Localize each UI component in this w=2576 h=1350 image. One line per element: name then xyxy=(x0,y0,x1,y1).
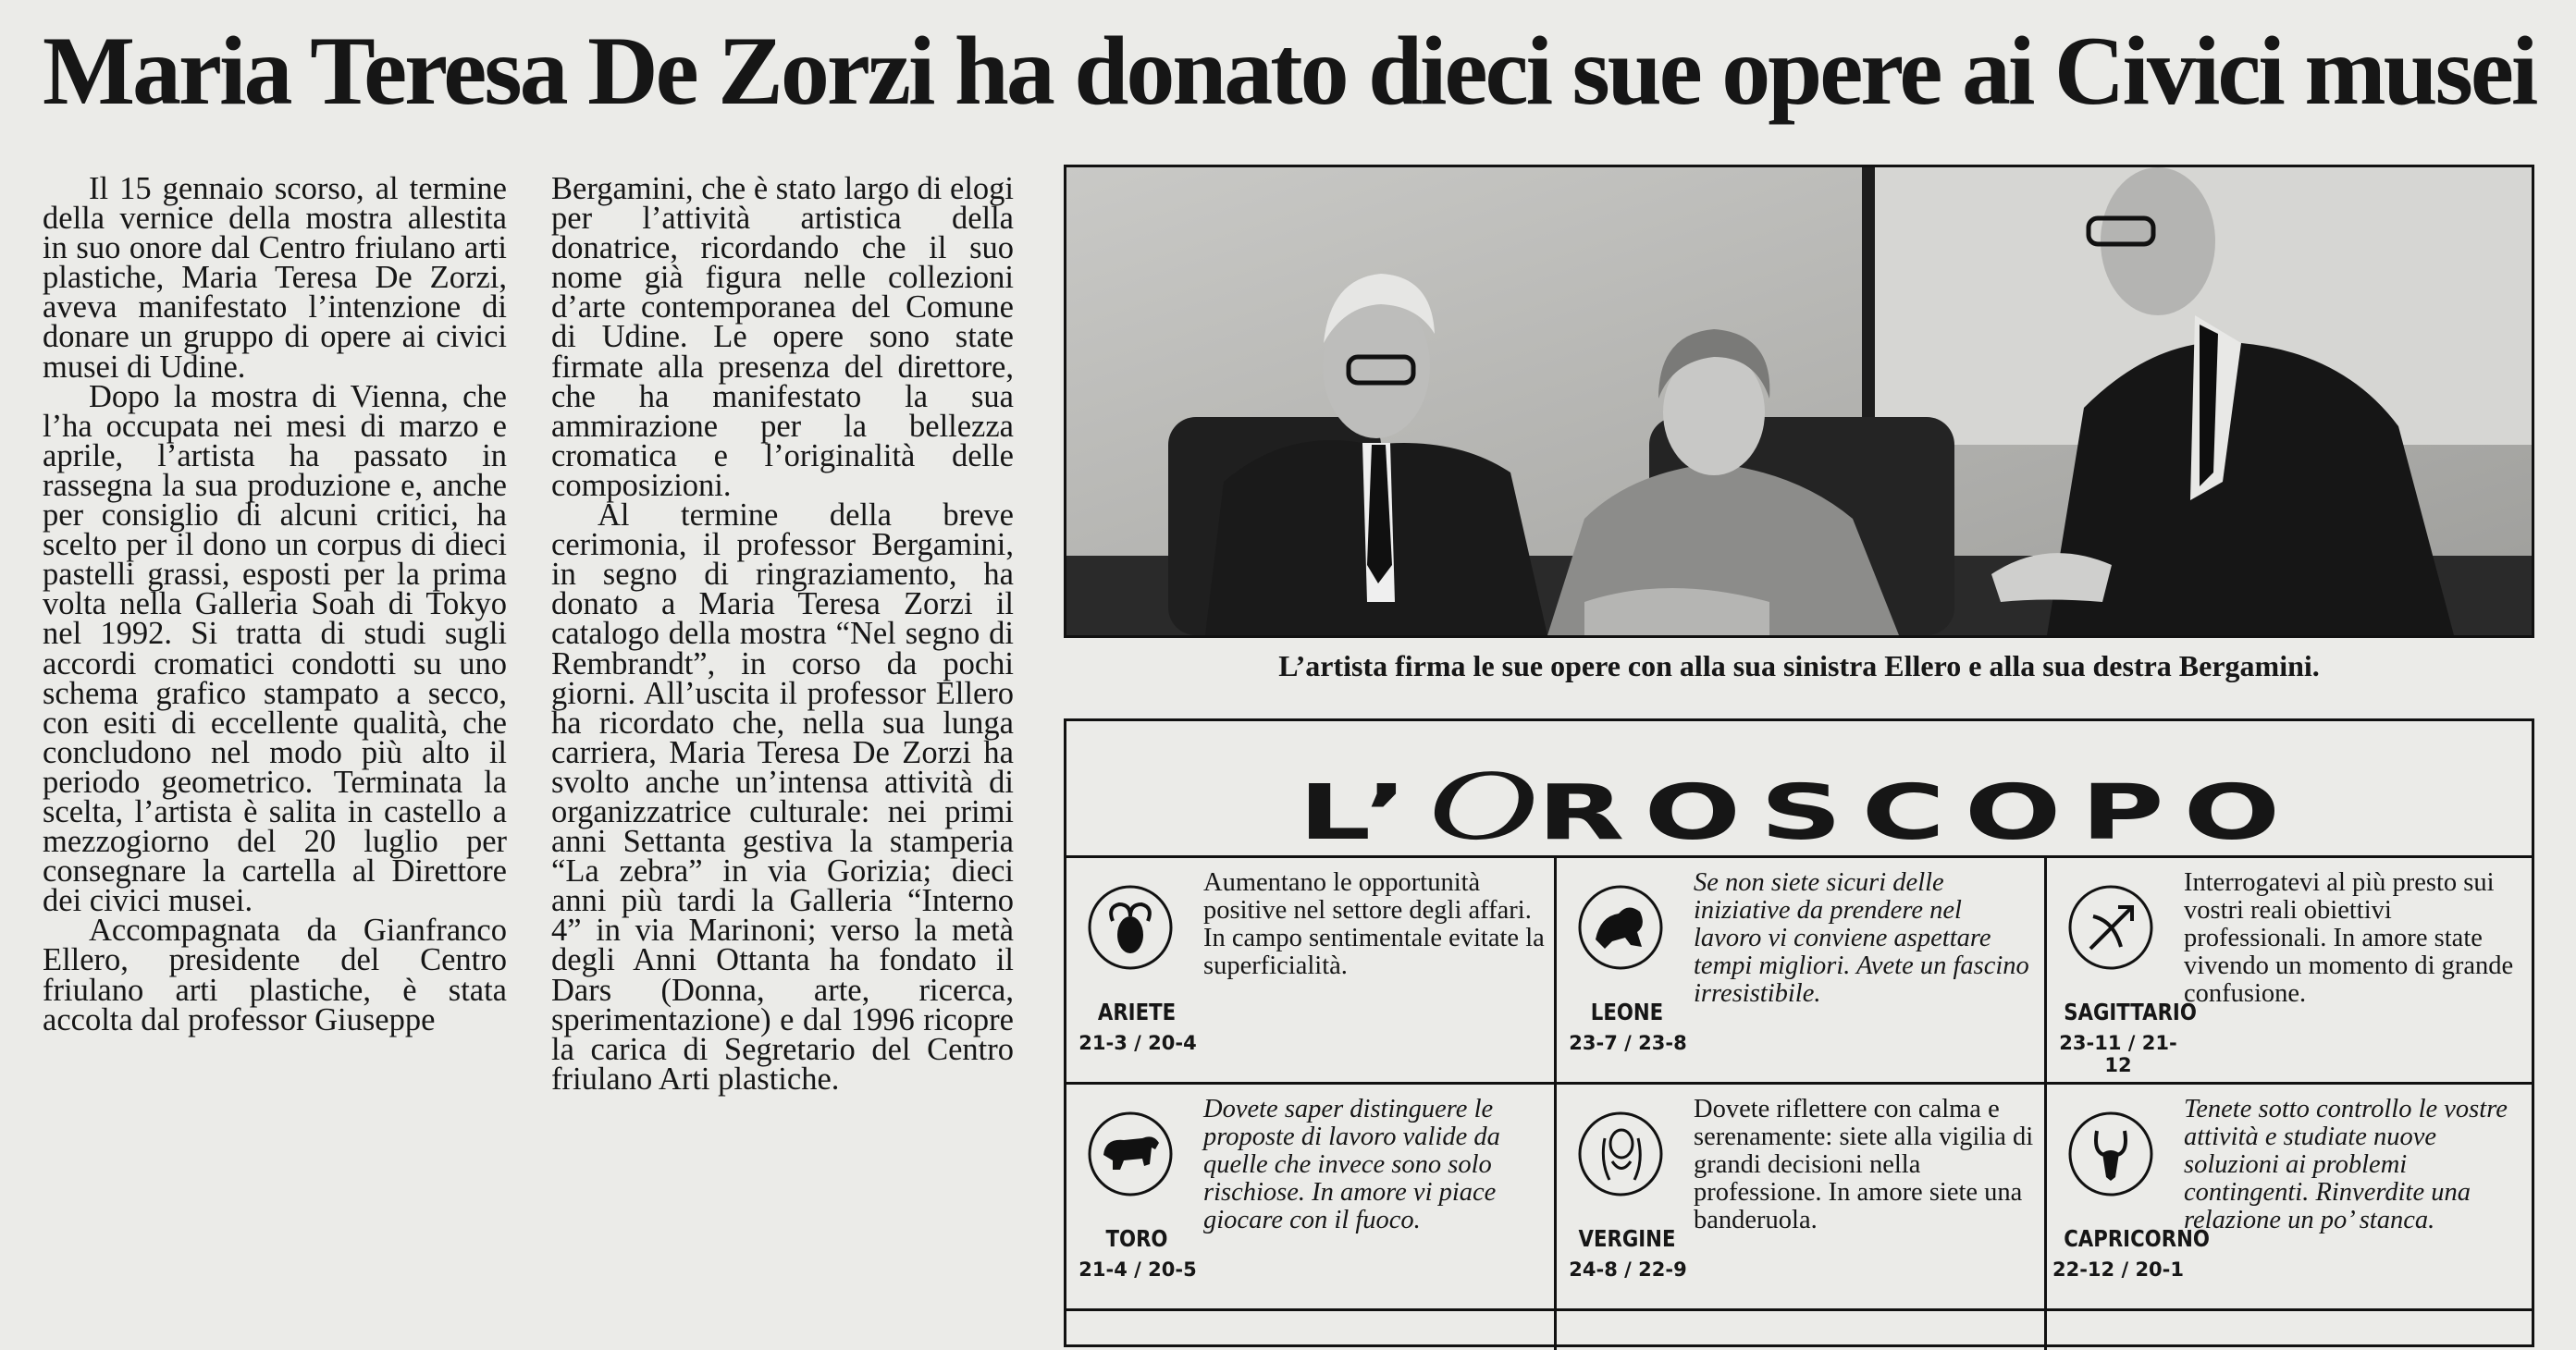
article-column-1 xyxy=(43,171,507,1037)
photo-caption: L’artista firma le sue opere con alla sua sinistra Ellero e alla sua destra Bergamini. xyxy=(1278,649,2320,682)
sign-cell-cut xyxy=(1066,1308,1557,1350)
sign-text: Dovete riflettere con calma e serenamente: siete alla vigilia di grandi decisioni nella professione. In amore siete una banderuola. xyxy=(1694,1095,2034,1234)
horoscope-title-initial: L’ xyxy=(1298,769,1427,857)
article-paragraph: Al termine della breve cerimonia, il professor Bergamini, in segno di ringraziamento, ha donato a Maria Teresa Zorzi il catalogo della mostra “Nel segno di Rembrandt”, in corso da pochi giorni. All’uscita il professor Ellero ha ricordato che, nella sua lunga carriera, Maria Teresa De Zorzi ha svolto anche un’intensa attività di organizzatrice culturale: nei primi anni Settanta gestiva la stamperia “La zebra” in via Gorizia; dieci anni più tardi la Galleria “Interno 4” in via Marinoni; verso la metà degli Anni Ottanta ha fondato il Dars (Donna, arte, ricerca, sperimentazione) e dal 1996 ricopre la carica di Segretario del Centro friulano Arti plastiche. xyxy=(551,497,1014,1097)
sign-cell-ariete xyxy=(1066,855,1557,1082)
article-paragraph: Il 15 gennaio scorso, al termine della vernice della mostra allestita in suo onore dal Centro friulano arti plastiche, Maria Teresa De Zorzi, aveva manifestato l’intenzione di donare un gruppo di opere ai civici musei di Udine. xyxy=(43,171,507,385)
sign-dates: 23-11 / 21-12 xyxy=(2059,1032,2177,1076)
sign-dates: 23-7 / 23-8 xyxy=(1569,1032,1687,1054)
sign-name: CAPRICORNO xyxy=(2064,1225,2210,1252)
sign-name: VERGINE xyxy=(1578,1225,1676,1252)
article-paragraph: Dopo la mostra di Vienna, che l’ha occupata nei mesi di marzo e aprile, l’artista ha passato in rassegna la sua produzione e, anche per consiglio di alcuni critici, ha scelto per il dono un corpus di dieci pastelli grassi, esposti per la prima volta nella Galleria Soah di Tokyo nel 1992. Si tratta di studi sugli accordi cromatici condotti su uno schema grafico stampato a secco, con esiti di eccellente qualità, che concludono nel modo più alto il periodo geometrico. Terminata la scelta, l’artista è salita in castello a mezzogiorno del 20 luglio per consegnare la cartella al Direttore dei civici musei. xyxy=(43,378,507,919)
sign-dates: 21-3 / 20-4 xyxy=(1078,1032,1197,1054)
ram-icon xyxy=(1087,884,1174,971)
sign-cell-vergine xyxy=(1557,1082,2047,1308)
article-column-2 xyxy=(551,171,1014,1097)
sign-name: ARIETE xyxy=(1097,999,1177,1025)
lion-icon xyxy=(1577,884,1664,971)
virgin-icon xyxy=(1577,1111,1664,1197)
sign-dates: 24-8 / 22-9 xyxy=(1569,1258,1687,1281)
sign-text: Dovete saper distinguere le proposte di lavoro valide da quelle che invece sono solo rischiose. In amore vi piace giocare con il fuoco. xyxy=(1203,1095,1500,1234)
sign-cell-toro xyxy=(1066,1082,1557,1308)
sign-cell-capricorno xyxy=(2047,1082,2534,1308)
sign-text: Tenete sotto controllo le vostre attività e studiate nuove soluzioni ai problemi contingenti. Rinverdite una relazione un po’ stanca. xyxy=(2184,1095,2508,1234)
horoscope-title xyxy=(700,749,2576,860)
news-photo xyxy=(1064,165,2534,638)
article-paragraph: Accompagnata da Gianfranco Ellero, presidente del Centro friulano arti plastiche, è stata accolta dal professor Giuseppe xyxy=(43,913,507,1037)
sign-cell-leone xyxy=(1557,855,2047,1082)
sign-name: TORO xyxy=(1105,1225,1168,1252)
article-paragraph: Bergamini, che è stato largo di elogi per l’attività artistica della donatrice, ricordando che il suo nome già figura nelle collezioni d’arte contemporanea del Comune di Udine. Le opere sono state firmate alla presenza del direttore, che ha manifestato la sua ammirazione per la bellezza cromatica e l’originalità delle composizioni. xyxy=(551,171,1014,503)
sign-name: LEONE xyxy=(1590,999,1664,1025)
bull-icon xyxy=(1087,1111,1174,1197)
sign-cell-cut xyxy=(2047,1308,2534,1350)
sign-text: Se non siete sicuri delle iniziative da prendere nel lavoro vi conviene aspettare tempi migliori. Avete un fascino irresistibile. xyxy=(1694,868,2029,1008)
horoscope-title-rest: ROSCOPO xyxy=(1536,769,2300,857)
sign-dates: 21-4 / 20-5 xyxy=(1078,1258,1197,1281)
sign-text: Interrogatevi al più presto sui vostri reali obiettivi professionali. In amore state vivendo un momento di grande confusione. xyxy=(2184,868,2514,1008)
sign-name: SAGITTARIO xyxy=(2064,999,2197,1025)
archer-icon xyxy=(2067,884,2154,971)
horoscope-title-o: O xyxy=(1426,748,1537,861)
sign-cell-sagittario xyxy=(2047,855,2534,1082)
sign-dates: 22-12 / 20-1 xyxy=(2052,1258,2184,1281)
goat-icon xyxy=(2067,1111,2154,1197)
horoscope-box xyxy=(1064,718,2534,1347)
headline: Maria Teresa De Zorzi ha donato dieci sue opere ai Civici musei xyxy=(43,17,2536,125)
sign-cell-cut xyxy=(1557,1308,2047,1350)
sign-text: Aumentano le opportunità positive nel settore degli affari. In campo sentimentale evitate la superficialità. xyxy=(1203,868,1545,980)
